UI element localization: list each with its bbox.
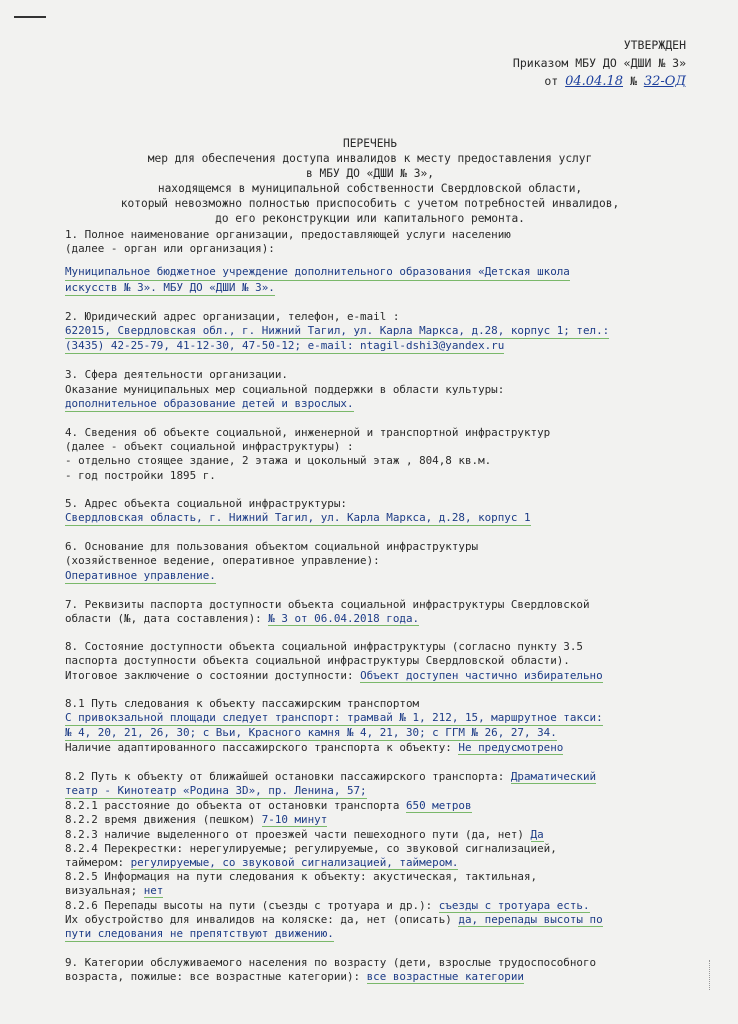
- section-3: [65, 368, 695, 412]
- approval-line1: УТВЕРЖДЕН: [623, 38, 686, 52]
- section-8-2: [65, 770, 695, 942]
- s82-line10: [65, 913, 695, 927]
- s82-line2: [65, 799, 695, 813]
- s9-line2-label: возраста, пожилые: все возрастные категории):: [65, 970, 367, 984]
- s6-line1: 6. Основание для пользования объектом социальной инфраструктуры: [65, 540, 479, 554]
- approval-from: от: [544, 74, 559, 88]
- s82-line2-label: 8.2.1 расстояние до объекта от остановки транспорта: [65, 799, 406, 813]
- s82-line6-label: таймером:: [65, 855, 131, 869]
- s8-line2: паспорта доступности объекта социальной инфраструктуры Свердловской области).: [65, 654, 570, 668]
- s9-value1: все возрастные категории: [366, 970, 524, 984]
- s81-value3: Не предусмотрено: [458, 741, 564, 755]
- title-line5: до его реконструкции или капитального ремонта.: [215, 212, 525, 225]
- s1-value1: Муниципальное бюджетное учреждение дополнительного образования «Детская школа: [65, 265, 570, 280]
- s6-value1: Оперативное управление.: [65, 569, 216, 584]
- s7-line1: 7. Реквизиты паспорта доступности объекта социальной инфраструктуры Свердловской: [65, 597, 590, 611]
- s7-line2: [65, 612, 695, 626]
- s82-line3-label: 8.2.2 время движения (пешком): [65, 813, 262, 827]
- s82-line1: [65, 770, 695, 784]
- corner-mark: [14, 16, 46, 18]
- s82-line4-label: 8.2.3 наличие выделенного от проезжей части пешеходного пути (да, нет): [65, 827, 531, 841]
- document-body: [65, 228, 695, 999]
- s82-line8-label: визуальная;: [65, 884, 144, 898]
- s3-line1: 3. Сфера деятельности организации.: [65, 368, 288, 382]
- section-8-1: [65, 697, 695, 756]
- s4-line4: - год постройки 1895 г.: [65, 468, 216, 482]
- section-1: [65, 228, 695, 296]
- s82-value6: регулируемые, со звуковой сигнализацией, таймером.: [130, 855, 459, 869]
- s82-line10-label: Их обустройство для инвалидов на коляске: да, нет (описать): [65, 912, 459, 926]
- margin-dots: [709, 960, 712, 990]
- s7-value1: № 3 от 06.04.2018 года.: [268, 612, 420, 626]
- s8-value1: Объект доступен частично избирательно: [360, 668, 603, 682]
- s8-line3: [65, 669, 695, 683]
- s81-value2: № 4, 20, 21, 26, 30; с Вьи, Красного камня № 4, 21, 30; с ГГМ № 26, 27, 34.: [65, 726, 557, 741]
- title-line4: который невозможно полностью приспособить с учетом потребностей инвалидов,: [120, 197, 620, 210]
- section-8: [65, 640, 695, 683]
- approval-number: 32-ОД: [643, 74, 686, 89]
- s82-value8: съезды с тротуара есть.: [438, 898, 590, 912]
- title-line1: мер для обеспечения доступа инвалидов к месту предоставления услуг: [147, 152, 593, 165]
- s9-line2: [65, 970, 695, 984]
- section-4: [65, 426, 695, 483]
- title-heading: ПЕРЕЧЕНЬ: [343, 137, 397, 150]
- s82-line4: [65, 828, 695, 842]
- s82-line9-label: 8.2.6 Перепады высоты на пути (съезды с тротуара и др.):: [65, 898, 439, 912]
- s9-line1: 9. Категории обслуживаемого населения по возрасту (дети, взрослые трудоспособного: [65, 956, 597, 970]
- s82-value7: нет: [143, 884, 164, 898]
- s1-line1: 1. Полное наименование организации, предоставляющей услуги населению: [65, 228, 511, 241]
- section-7: [65, 598, 695, 626]
- approval-date: 04.04.18: [565, 74, 624, 89]
- s2-value1: 622015, Свердловская обл., г. Нижний Тагил, ул. Карла Маркса, д.28, корпус 1; тел.:: [65, 324, 609, 339]
- s81-line1: 8.1 Путь следования к объекту пассажирским транспортом: [65, 696, 420, 710]
- section-6: [65, 540, 695, 584]
- approval-line3: [426, 72, 686, 91]
- s5-value1: Свердловская область, г. Нижний Тагил, ул. Карла Маркса, д.28, корпус 1: [65, 511, 531, 526]
- s3-value1: Оказание муниципальных мер социальной поддержки в области культуры:: [65, 382, 505, 396]
- s82-value4: 7-10 минут: [261, 813, 328, 827]
- s81-line2: [65, 741, 695, 755]
- s82-value2: театр - Кинотеатр «Родина 3D», пр. Ленина, 57;: [65, 784, 367, 799]
- s2-line1: 2. Юридический адрес организации, телефон, e-mail :: [65, 309, 400, 323]
- s8-line1: 8. Состояние доступности объекта социальной инфраструктуры (согласно пункту 3.5: [65, 640, 583, 654]
- title-line2: в МБУ ДО «ДШИ № 3»,: [306, 167, 434, 180]
- s81-line2-label: Наличие адаптированного пассажирского транспорта к объекту:: [65, 741, 459, 755]
- s82-value9: да, перепады высоты по: [458, 912, 603, 926]
- section-2: [65, 310, 695, 355]
- approval-num-sign: №: [629, 74, 637, 88]
- title-line3: находящемся в муниципальной собственности Свердловской области,: [157, 182, 583, 195]
- s82-line9: [65, 899, 695, 913]
- s4-line1: 4. Сведения об объекте социальной, инженерной и транспортной инфраструктур: [65, 426, 551, 440]
- s4-line3: - отдельно стоящее здание, 2 этажа и цокольный этаж , 804,8 кв.м.: [65, 454, 492, 468]
- s82-line1-label: 8.2 Путь к объекту от ближайшей остановки пассажирского транспорта:: [65, 769, 511, 783]
- s82-line3: [65, 813, 695, 827]
- section-9: [65, 956, 695, 984]
- section-5: [65, 497, 695, 526]
- approval-block: [426, 36, 686, 91]
- s4-line2: (далее - объект социальной инфраструктуры) :: [65, 440, 354, 454]
- document-title: [60, 136, 680, 226]
- s6-line2: (хозяйственное ведение, оперативное управление):: [65, 554, 380, 568]
- s82-value10: пути следования не препятствуют движению.: [65, 927, 334, 942]
- s3-value2: дополнительное образование детей и взрослых.: [65, 397, 354, 412]
- s82-line8: [65, 884, 695, 898]
- s7-line2-label: области (№, дата составления):: [65, 612, 269, 626]
- s82-value5: Да: [530, 827, 544, 841]
- s1-line2: (далее - орган или организация):: [65, 242, 275, 256]
- s82-line7: 8.2.5 Информация на пути следования к объекту: акустическая, тактильная,: [65, 870, 538, 884]
- s8-line3-label: Итоговое заключение о состоянии доступности:: [65, 668, 361, 682]
- approval-line2: Приказом МБУ ДО «ДШИ № 3»: [512, 56, 686, 70]
- s5-line1: 5. Адрес объекта социальной инфраструктуры:: [65, 496, 347, 510]
- s1-value2: искусств № 3». МБУ ДО «ДШИ № 3».: [65, 281, 275, 296]
- s82-line5: 8.2.4 Перекрестки: нерегулируемые; регулируемые, со звуковой сигнализацией,: [65, 841, 557, 855]
- s82-line6: [65, 856, 695, 870]
- s82-value1: Драматический: [510, 769, 597, 783]
- s82-value3: 650 метров: [405, 799, 472, 813]
- s81-value1: С привокзальной площади следует транспорт: трамвай № 1, 212, 15, маршрутное такси:: [65, 711, 603, 726]
- s2-value2: (3435) 42-25-79, 41-12-30, 47-50-12; e-mail: ntagil-dshi3@yandex.ru: [65, 339, 504, 354]
